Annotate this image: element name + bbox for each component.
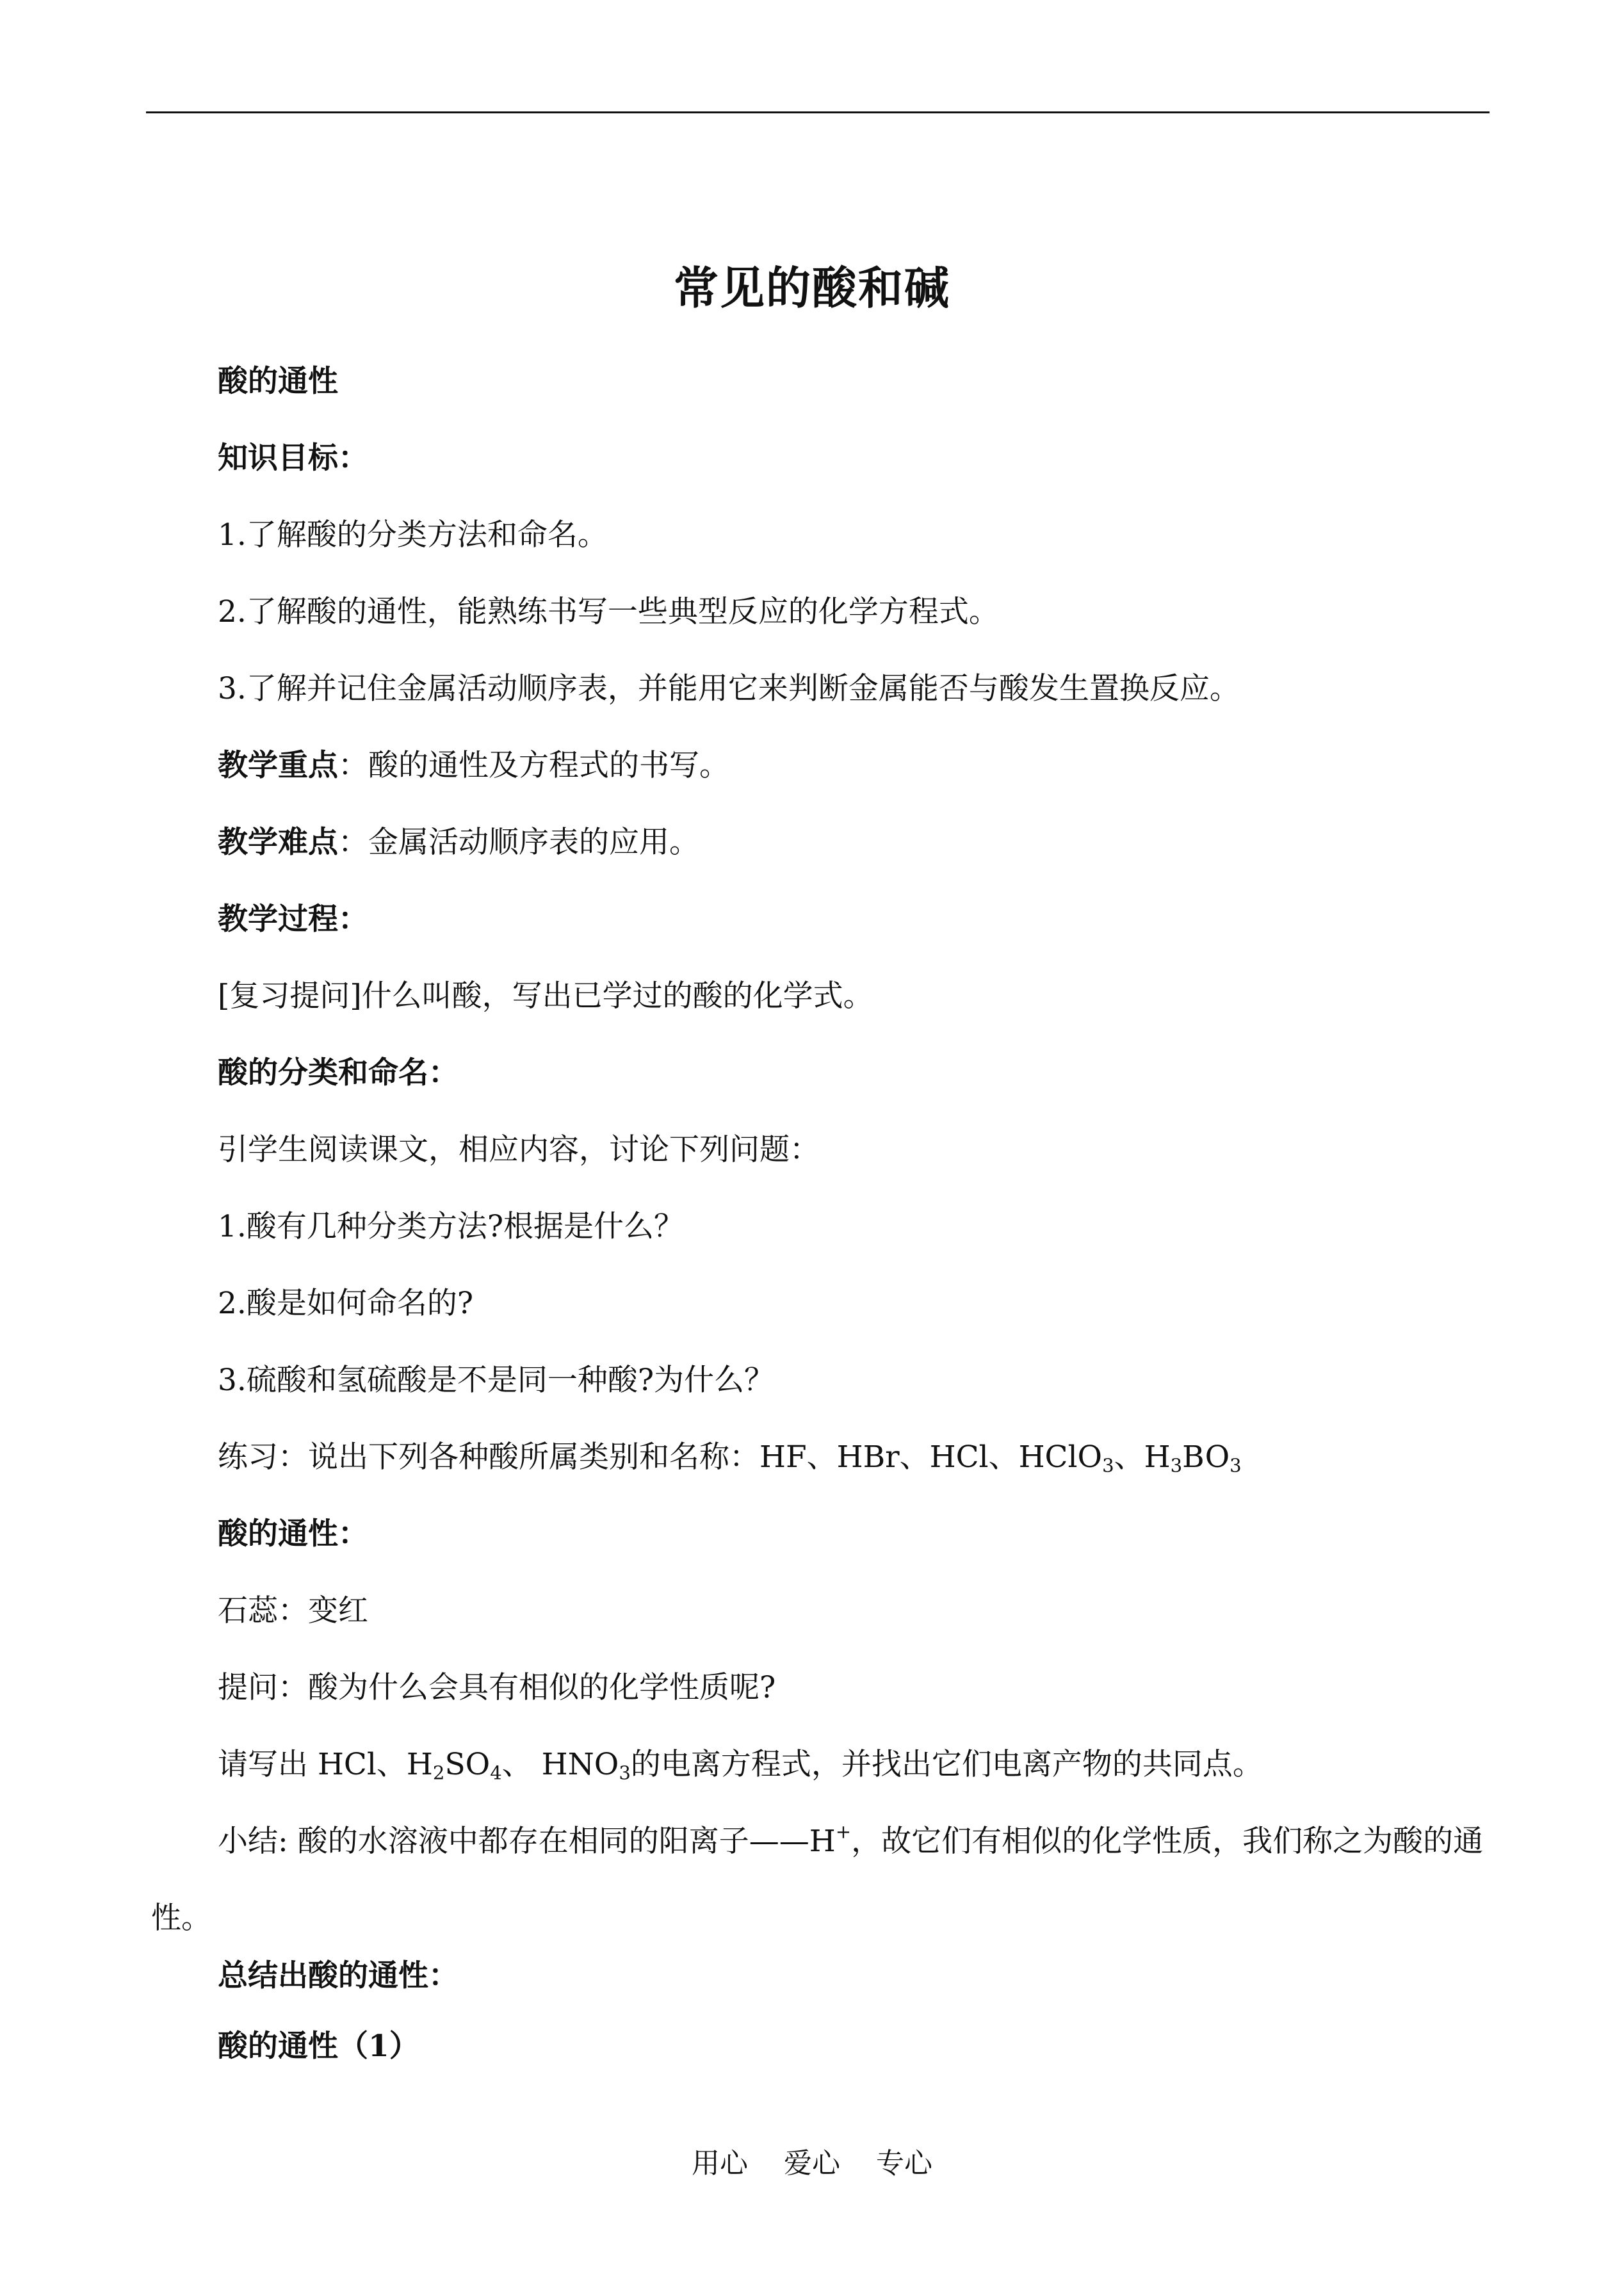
ionization-line [218, 1746, 1263, 1784]
conclude-heading: 总结出酸的通性： [218, 1958, 459, 1993]
question-3: 3.硫酸和氢硫酸是不是同一种酸?为什么？ [218, 1363, 775, 1398]
ionization-sub-2: 4 [490, 1762, 502, 1784]
exercise-mid: 、H [1114, 1439, 1171, 1475]
exercise-prefix: 练习：说出下列各种酸所属类别和名称：HF、HBr、HCl、HClO [218, 1439, 1103, 1475]
footer-word-2: 爱心 [784, 2147, 840, 2180]
difficulty-label: 教学难点 [218, 825, 338, 860]
goal-2: 2.了解酸的通性，能熟练书写一些典型反应的化学方程式。 [218, 594, 999, 629]
page-title: 常见的酸和碱 [674, 261, 950, 314]
classification-heading: 酸的分类和命名： [218, 1055, 459, 1091]
footer-word-1: 用心 [692, 2147, 748, 2180]
ionization-sub-3: 3 [619, 1762, 631, 1784]
ionization-sub-1: 2 [432, 1762, 445, 1784]
goal-3: 3.了解并记住金属活动顺序表，并能用它来判断金属能否与酸发生置换反应。 [218, 671, 1240, 706]
goal-1: 1.了解酸的分类方法和命名。 [218, 517, 608, 553]
ionization-mid-1: SO [444, 1747, 491, 1782]
footer-word-3: 专心 [876, 2147, 932, 2180]
key-point-text: ：酸的通性及方程式的书写。 [338, 748, 729, 783]
properties-heading: 酸的通性： [218, 1516, 368, 1552]
review-question: [复习提问]什么叫酸，写出已学过的酸的化学式。 [218, 978, 873, 1014]
ionization-suffix: 的电离方程式，并找出它们电离产物的共同点。 [630, 1747, 1263, 1782]
exercise-line [218, 1438, 1242, 1477]
ionization-prefix: 请写出 HCl、H [218, 1747, 433, 1782]
exercise-sub-2: 3 [1170, 1454, 1183, 1477]
summary-prefix: 小结: 酸的水溶液中都存在相同的阳离子——H [218, 1824, 836, 1859]
key-point [218, 747, 729, 785]
key-point-label: 教学重点 [218, 748, 338, 783]
exercise-sub-1: 3 [1102, 1454, 1114, 1477]
litmus-text: 石蕊：变红 [218, 1593, 368, 1628]
summary-sup: + [835, 1821, 852, 1843]
question-2: 2.酸是如何命名的? [218, 1286, 474, 1321]
process-heading: 教学过程： [218, 902, 368, 937]
summary-suffix: ，故它们有相似的化学性质，我们称之为酸的通性。 [151, 1824, 1484, 1936]
difficulty [218, 823, 699, 862]
exercise-sub-3: 3 [1230, 1454, 1242, 1477]
page-footer [0, 2140, 1624, 2181]
exercise-mid-2: BO [1182, 1439, 1230, 1475]
question-1: 1.酸有几种分类方法?根据是什么？ [218, 1209, 685, 1244]
header-rule [146, 111, 1490, 113]
guide-text: 引学生阅读课文，相应内容，讨论下列问题： [218, 1132, 820, 1167]
difficulty-text: ：金属活动顺序表的应用。 [338, 825, 699, 860]
section-heading: 酸的通性 [218, 364, 338, 399]
question-why: 提问：酸为什么会具有相似的化学性质呢? [218, 1670, 776, 1705]
ionization-mid-2: 、 HNO [501, 1747, 619, 1782]
property-1-heading: 酸的通性（1） [218, 2029, 419, 2064]
summary-paragraph [151, 1803, 1490, 1957]
goals-heading: 知识目标： [218, 441, 368, 476]
